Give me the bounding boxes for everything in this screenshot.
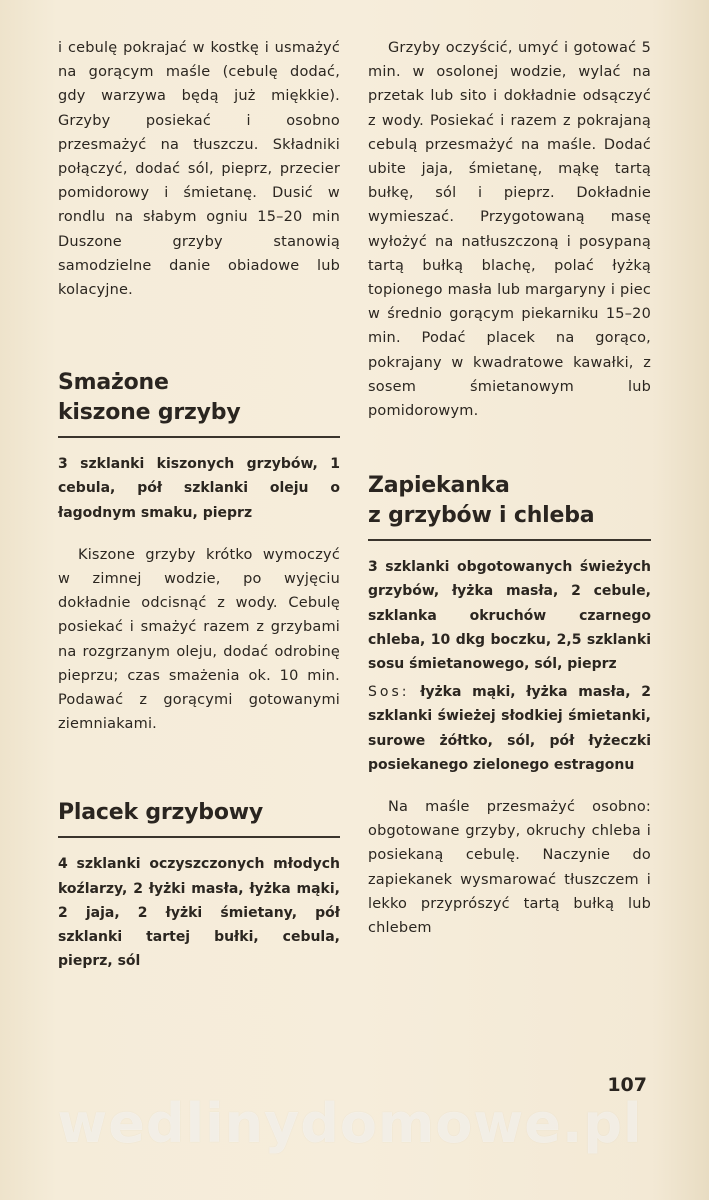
watermark: wedlinydomowe.pl	[57, 1092, 643, 1155]
title-rule	[58, 436, 340, 438]
recipe-title-smazone	[58, 368, 340, 428]
recipe-title-placek: Placek grzybowy	[58, 800, 264, 826]
recipe-title-line1: Zapiekanka	[368, 473, 510, 499]
recipe-method: Kiszone grzyby krótko wymoczyć w zimnej wodzie, po wyjęciu dokładnie odcisnąć z wody. Cebulę posiekać i smażyć razem z grzybami na rozgrzanym oleju, dodać odrobinę pieprzu; czas smażenia ok. 10 min. Podawać z gorącymi gotowanymi ziemniakami.	[58, 546, 340, 733]
left-column	[58, 36, 340, 973]
title-rule	[58, 836, 340, 838]
recipe-ingredients: 3 szklanki obgotowanych świeżych grzybów, łyżka masła, 2 cebule, szklanka okruchów czarnego chleba, 10 dkg boczku, 2,5 szklanki sosu śmietanowego, sól, pieprz	[368, 559, 651, 673]
recipe-title-line2: z grzybów i chleba	[368, 503, 595, 529]
title-rule	[368, 539, 651, 541]
recipe-method: Grzyby oczyścić, umyć i gotować 5 min. w osolonej wodzie, wylać na przetak lub sito i dokładnie odsączyć z wody. Posiekać i razem z pokrajaną cebulą przesmażyć na maśle. Dodać ubite jaja, śmietanę, mąkę tartą bułkę, sól i pieprz. Dokładnie wymieszać. Przygotowaną masę wyłożyć na natłuszczoną i posypaną tartą bułką blachę, polać łyżką topionego masła lub margaryny i piec w średnio gorącym piekarniku 15–20 min. Podać placek na gorąco, pokrajany w kwadratowe kawałki, z sosem śmietanowym lub pomidorowym.	[368, 40, 651, 420]
recipe-method: Na maśle przesmażyć osobno: obgotowane grzyby, okruchy chleba i posiekaną cebulę. Naczynie do zapiekanek wysmarować tłuszczem i lekko przyprószyć tartą bułką lub chlebem	[368, 799, 651, 937]
recipe-ingredients: 4 szklanki oczyszczonych młodych koźlarzy, 2 łyżki masła, łyżka mąki, 2 jaja, 2 łyżki śmietany, pół szklanki tartej bułki, cebula, pieprz, sól	[58, 856, 340, 970]
recipe-title-zapiekanka	[368, 471, 651, 531]
recipe-ingredients: 3 szklanki kiszonych grzybów, 1 cebula, pół szklanki oleju o łagodnym smaku, pieprz	[58, 456, 340, 521]
intro-paragraph: i cebulę pokrajać w kostkę i usmażyć na gorącym maśle (cebulę dodać, gdy warzywa będą już miękkie). Grzyby posiekać i osobno przesmażyć na tłuszczu. Składniki połączyć, dodać sól, pieprz, przecier pomidorowy i śmietanę. Dusić w rondlu na słabym ogniu 15–20 min Duszone grzyby stanowią samodzielne danie obiadowe lub kolacyjne.	[58, 40, 340, 299]
right-column	[368, 36, 651, 940]
sauce-ingredients	[368, 680, 651, 777]
sauce-text: łyżka mąki, łyżka masła, 2 szklanki świeżej słodkiej śmietanki, surowe żółtko, sól, pół łyżeczki posiekanego zielonego estragonu	[368, 684, 652, 773]
page-number: 107	[607, 1074, 647, 1096]
recipe-title-line1: Smażone	[58, 370, 169, 396]
recipe-title-line2: kiszone grzyby	[58, 400, 241, 426]
sauce-label: Sos:	[368, 684, 410, 701]
